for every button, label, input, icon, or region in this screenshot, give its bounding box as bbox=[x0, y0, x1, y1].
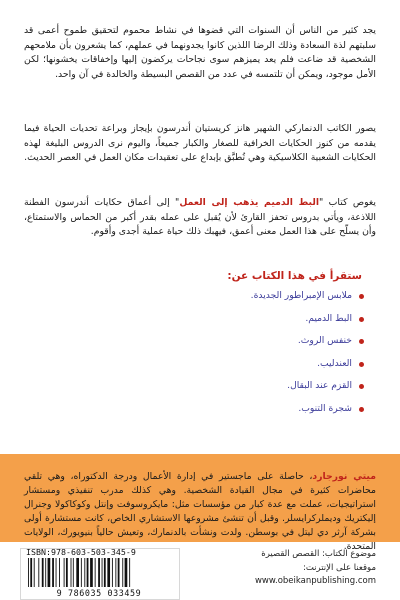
list-item-label: القزم عند البقال. bbox=[287, 380, 352, 391]
isbn-label: ISBN:978-603-503-345-9 bbox=[26, 547, 136, 557]
list-item-label: العندليب. bbox=[317, 357, 352, 369]
book-title-highlight: البط الدميم يذهب إلى العمل bbox=[179, 197, 320, 209]
author-name: ميتي نورجارد bbox=[312, 471, 376, 483]
p3-text-before: يغوص كتاب " bbox=[319, 197, 376, 209]
contents-heading: ستقرأ في هذا الكتاب عن: bbox=[227, 270, 362, 282]
website-link[interactable]: www.obeikanpublishing.com bbox=[254, 576, 376, 586]
list-item bbox=[114, 290, 364, 313]
intro-paragraph-3 bbox=[24, 196, 376, 240]
bullet-dot-icon bbox=[359, 339, 364, 344]
bullet-dot-icon bbox=[359, 294, 364, 299]
list-item bbox=[114, 403, 364, 426]
intro-paragraph-2: يصور الكاتب الدنماركي الشهير هانز كريستيان أندرسون بإيجاز وبراعة تحديات الحياة فيما يقدمه من كنوز الحكايات الخرافية للصغار والكبار جميعاً، واليوم نرى الدروس البليغة لهذه الحكايات الشعبية الكلاسيكية وهي تُطبَّق بإبداع على تعقيدات مكان العمل في العصر الحديث. bbox=[24, 123, 376, 164]
list-item bbox=[114, 380, 364, 403]
barcode-icon bbox=[26, 558, 172, 588]
bullet-dot-icon bbox=[359, 317, 364, 322]
bullet-dot-icon bbox=[359, 407, 364, 412]
list-item bbox=[114, 358, 364, 381]
list-item-label: خنفس الروث. bbox=[297, 335, 352, 346]
contents-list bbox=[114, 290, 364, 425]
list-item-label: شجرة التنوب. bbox=[298, 402, 352, 414]
intro-paragraph-1: يجد كثير من الناس أن السنوات التي قضوها في نشاط محموم لتحقيق طموح أعمى قد سلبتهم لذة السعادة وذلك الرضا اللذين كانوا يجدونهما في عملهم، كما يشعرون بأن ملامحهم الشخصية قد ضاعت فلم يعد يميزهم سوى نجاحات يركضون إليها وإخفاقات يخشونها؛ لكن الأمل موجود، ويمكن أن تلتمسه في عدد من القصص البسيطة والخالدة في آن واحد. bbox=[24, 25, 376, 81]
bullet-dot-icon bbox=[359, 384, 364, 389]
p3-text-after: " إلى أعماق حكايات أندرسون الفطنة اللاذعة، ويأتي بدروس تحفز القارئ لأن يُقبل على عمله بقدر أكبر من الحماس والاستمتاع، وأن يسلّح على هذا العمل معنى أعمق، فيهبك ذلك حياة عملية أجدى وأقوم. bbox=[24, 197, 376, 238]
list-item bbox=[114, 313, 364, 336]
author-bio bbox=[24, 470, 376, 554]
bullet-dot-icon bbox=[359, 362, 364, 367]
author-bio-text: ، حاصلة على ماجستير في إدارة الأعمال ودرجة الدكتوراه، وهي تلقي محاضرات كثيرة في مجال القيادة الشخصية. وهي كذلك مدرب تنفيذي ومستشار استراتيجيات، عملت مع عدة كبار من مؤسسات مثل: مايكروسوفت وإنتل وكوكاكولا وجنرال إليكتريك وديملركرايسلر. وقبل أن تنشئ مشروعها الاستشاري الخاص، كانت مستشارة أولى بشركة آرثر دي ليتل في بوسطن. ولدت ونشأت بالدنمارك، وتعيش حالياً بنيويورك، الولايات المتحدة. bbox=[24, 471, 376, 553]
list-item bbox=[114, 335, 364, 358]
barcode-digits: 9 786035 033459 bbox=[56, 588, 142, 598]
website-label: موقعنا على الإنترنت: bbox=[302, 563, 376, 573]
list-item-label: البط الدميم. bbox=[305, 312, 352, 324]
list-item-label: ملابس الإمبراطور الجديدة. bbox=[250, 290, 352, 301]
book-subject: موضوع الكتاب: القصص القصيرة bbox=[261, 549, 376, 559]
